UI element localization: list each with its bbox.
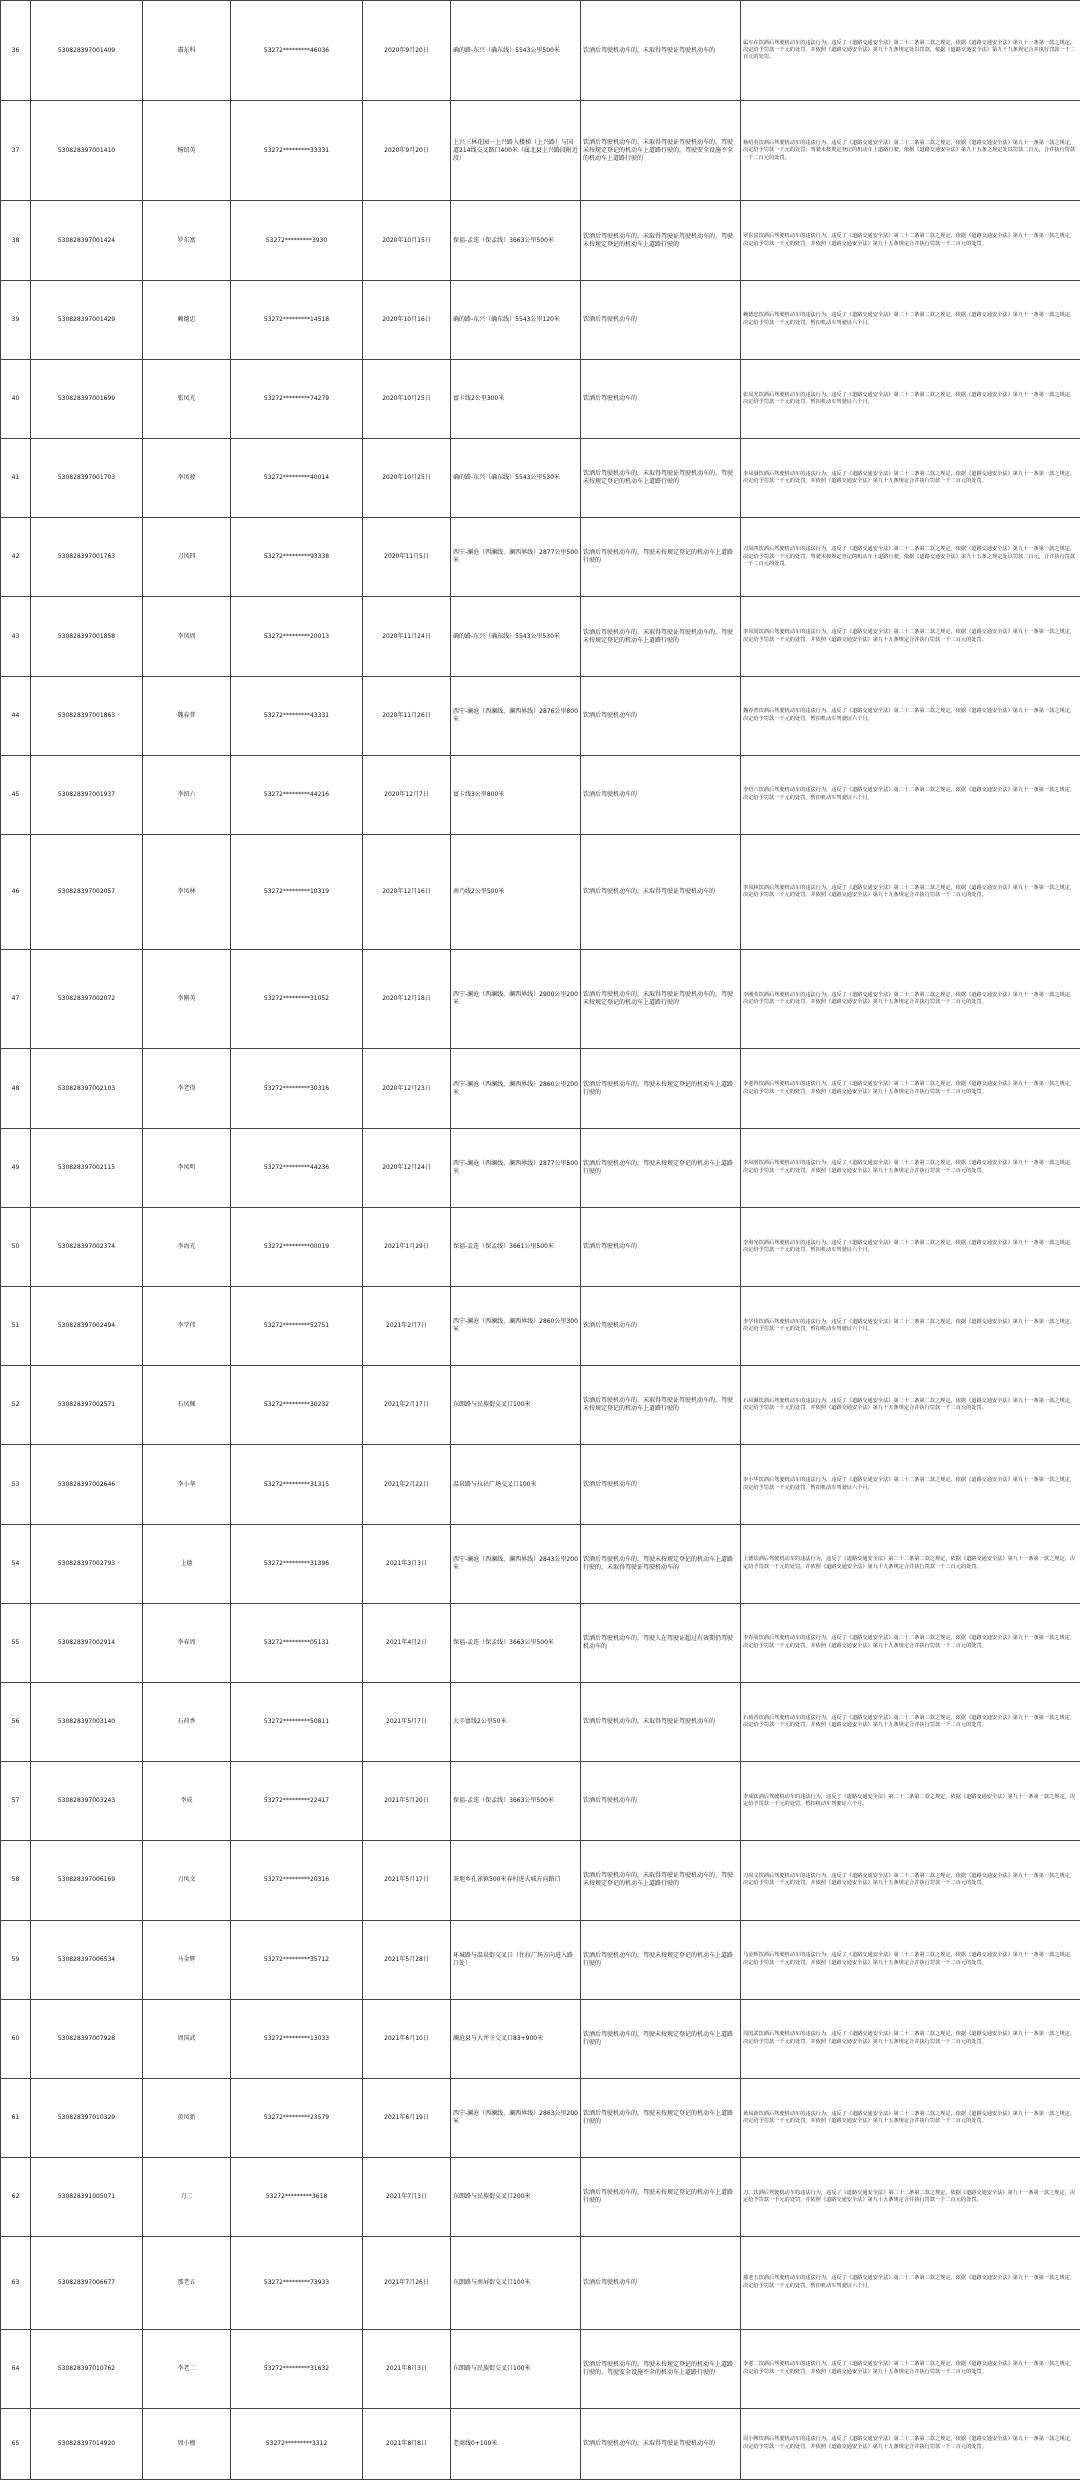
table-row xyxy=(1,1128,1080,1207)
party-name: 刀凤四 xyxy=(143,518,231,597)
penalty-decision: 属车在饮酒后驾驶机动车的违法行为，违反了《道路交通安全法》第二十二条第二款之规定，依据《道路交通安全法》第九十一条第一款之规定，决定给予罚款一千元的处罚，并依照《道路交通安全法》第九十九条规定处以罚款，依据《道路交通安全法》第九十九条规定合并执行罚款一千二百元的处罚。 xyxy=(741,1,1080,101)
party-name: 李凤發 xyxy=(143,439,231,518)
case-number: 530828397014920 xyxy=(31,2408,143,2479)
penalty-decision: 黄凤新饮酒后驾驶机动车的违法行为，违反了《道路交通安全法》第二十二条第二款之规定，依据《道路交通安全法》第九十一条第一款之规定，决定给予罚款一千元的处罚，并依照《道路交通安全法》第九十五条规定合并执行罚款一千二百元的处罚。 xyxy=(741,2078,1080,2157)
row-number: 44 xyxy=(1,676,31,755)
case-number: 530828397002115 xyxy=(31,1128,143,1207)
case-number: 530828397010762 xyxy=(31,2329,143,2408)
case-number: 530828397002571 xyxy=(31,1366,143,1445)
case-number: 530828397001699 xyxy=(31,359,143,438)
offense-date: 2021年8月8日 xyxy=(363,2408,451,2479)
offense-location: 西宁-澜沧（西澜线，澜西界线）2860公里300米 xyxy=(451,1287,581,1366)
party-name: 李凤林 xyxy=(143,834,231,949)
offense-date: 2021年1月29日 xyxy=(363,1207,451,1286)
row-number: 59 xyxy=(1,1920,31,1999)
offense-location: 保福-孟连（保孟线）3661公里500米 xyxy=(451,1207,581,1286)
id-number: 53272*********31396 xyxy=(231,1524,363,1603)
case-number: 530828397002103 xyxy=(31,1049,143,1128)
party-name: 李海光 xyxy=(143,1207,231,1286)
table-row xyxy=(1,1999,1080,2078)
id-number: 53272*********10319 xyxy=(231,834,363,949)
offense-date: 2021年4月2日 xyxy=(363,1603,451,1682)
offense-date: 2021年5月20日 xyxy=(363,1762,451,1841)
offense-date: 2021年3月3日 xyxy=(363,1524,451,1603)
violation-description: 饮酒后驾驶机动车的，未取得驾驶证驾驶机动车的，驾驶未按规定登记的机动车上道路行驶的 xyxy=(581,1366,741,1445)
id-number: 53272*********30232 xyxy=(231,1366,363,1445)
offense-date: 2021年6月10日 xyxy=(363,1999,451,2078)
offense-date: 2020年9月20日 xyxy=(363,101,451,201)
penalty-decision: 李凤明饮酒后驾驶机动车的违法行为，违反了《道路交通安全法》第二十二条第二款之规定，依据《道路交通安全法》第九十一条第一款之规定，决定给予罚款一千元的处罚，并依照《道路交通安全法》第九十五条规定合并执行罚款一千二百元的处罚。 xyxy=(741,1128,1080,1207)
id-number: 53272*********3930 xyxy=(231,201,363,280)
case-number: 530828397001424 xyxy=(31,201,143,280)
offense-date: 2020年12月24日 xyxy=(363,1128,451,1207)
table-row xyxy=(1,2329,1080,2408)
party-name: 马金辉 xyxy=(143,1920,231,1999)
table-row xyxy=(1,201,1080,280)
id-number: 53272*********33331 xyxy=(231,101,363,201)
row-number: 57 xyxy=(1,1762,31,1841)
offense-location: 富卡线3公里800米 xyxy=(451,755,581,834)
case-number: 530828397001703 xyxy=(31,439,143,518)
violation-description: 饮酒后驾驶机动车的，未取得驾驶证驾驶机动车的，驾驶未按规定登记的机动车上道路行驶的 xyxy=(581,201,741,280)
violation-description: 饮酒后驾驶机动车的，驾驶未按规定登记的机动车上道路行驶的，驾驶安全设施不全的机动车上道路行驶的 xyxy=(581,2329,741,2408)
id-number: 53272*********52751 xyxy=(231,1287,363,1366)
offense-location: 东朗路与民族街交叉口200米 xyxy=(451,2158,581,2237)
row-number: 65 xyxy=(1,2408,31,2479)
offense-date: 2021年8月3日 xyxy=(363,2329,451,2408)
offense-date: 2020年11月24日 xyxy=(363,597,451,676)
row-number: 42 xyxy=(1,518,31,597)
violation-description: 饮酒后驾驶机动车的，驾驶未按规定登记的机动车上道路行驶的 xyxy=(581,2078,741,2157)
offense-date: 2021年5月7日 xyxy=(363,1682,451,1761)
party-name: 刀二 xyxy=(143,2158,231,2237)
offense-location: 确的路-东兴（确东线）5543公里530米 xyxy=(451,597,581,676)
party-name: 上德 xyxy=(143,1524,231,1603)
offense-date: 2021年2月22日 xyxy=(363,1445,451,1524)
id-number: 53272*********43331 xyxy=(231,676,363,755)
table-row xyxy=(1,1762,1080,1841)
table-row xyxy=(1,2078,1080,2157)
offense-location: 东朗路与民族街交叉口100米 xyxy=(451,1366,581,1445)
offense-location: 茶地乡孔雀镇500米春村进大城方向路口 xyxy=(451,1841,581,1920)
id-number: 53272*********44216 xyxy=(231,755,363,834)
row-number: 51 xyxy=(1,1287,31,1366)
row-number: 56 xyxy=(1,1682,31,1761)
offense-date: 2021年7月3日 xyxy=(363,2158,451,2237)
id-number: 53272*********05131 xyxy=(231,1603,363,1682)
party-name: 周小穆 xyxy=(143,2408,231,2479)
violation-description: 饮酒后驾驶机动车的，未取得驾驶证驾驶机动车的，驾驶未按规定登记的机动车上道路行驶的 xyxy=(581,597,741,676)
offense-date: 2020年12月18日 xyxy=(363,950,451,1049)
offense-date: 2020年9月20日 xyxy=(363,1,451,101)
case-number: 530828397003243 xyxy=(31,1762,143,1841)
penalty-decision: 刀二饮酒后驾驶机动车的违法行为，违反了《道路交通安全法》第二十二条第二款之规定，依据《道路交通安全法》第九十一条第一款之规定，决定给予罚款一千元的处罚，并依照《道路交通安全法》第九十五条规定合并执行罚款一千二百元的处罚。 xyxy=(741,2158,1080,2237)
table-row xyxy=(1,950,1080,1049)
row-number: 43 xyxy=(1,597,31,676)
penalty-decision: 李凤發饮酒后驾驶机动车的违法行为，违反了《道路交通安全法》第二十二条第二款之规定，依据《道路交通安全法》第九十一条第一款之规定，决定给予罚款一千元的处罚，并依照《道路交通安全法》第九十九条规定合并执行罚款一千二百元的处罚。 xyxy=(741,439,1080,518)
id-number: 53272*********23579 xyxy=(231,2078,363,2157)
offense-date: 2021年2月17日 xyxy=(363,1366,451,1445)
penalty-decision: 那老五饮酒后驾驶机动车的违法行为，违反了《道路交通安全法》第二十二条第二款之规定，依据《道路交通安全法》第九十一条第一款之规定，决定给予罚款一千元的处罚，暂扣机动车驾驶证六个月。 xyxy=(741,2237,1080,2329)
violation-description: 饮酒后驾驶机动车的 xyxy=(581,1762,741,1841)
id-number: 53272*********35712 xyxy=(231,1920,363,1999)
table-row xyxy=(1,2408,1080,2479)
party-name: 魏春普 xyxy=(143,676,231,755)
offense-location: 南乃线2公里500米 xyxy=(451,834,581,949)
row-number: 55 xyxy=(1,1603,31,1682)
case-number: 530828397001937 xyxy=(31,755,143,834)
case-number: 530828397002374 xyxy=(31,1207,143,1286)
violation-description: 饮酒后驾驶机动车的，未取得驾驶证驾驶机动车的，驾驶未按规定登记的机动车上道路行驶的 xyxy=(581,950,741,1049)
table-row xyxy=(1,1445,1080,1524)
id-number: 53272*********14518 xyxy=(231,280,363,359)
penalty-decision: 杨绍英饮酒后驾驶机动车的违法行为，违反了《道路交通安全法》第二十二条第二款之规定，依据《道路交通安全法》第九十一条第一款之规定，决定给予罚款一千元的处罚；驾驶未按规定登记的机动车上道路行驶，依据《道路交通安全法》第九十五条之规定处以罚款二百元，合并执行罚款一千二百元的处罚。 xyxy=(741,101,1080,201)
penalty-decision: 李学伟饮酒后驾驶机动车的违法行为，违反了《道路交通安全法》第二十二条第二款之规定，依据《道路交通安全法》第九十一条第一款之规定，决定给予罚款一千元的处罚，暂扣机动车驾驶证六个月。 xyxy=(741,1287,1080,1366)
offense-location: 保福-孟连（保孟线）3663公里500米 xyxy=(451,1603,581,1682)
row-number: 41 xyxy=(1,439,31,518)
table-row xyxy=(1,834,1080,949)
id-number: 53272*********46036 xyxy=(231,1,363,101)
row-number: 53 xyxy=(1,1445,31,1524)
offense-location: 西宁-澜沧（西澜线，澜西界线）2877公里500米 xyxy=(451,1128,581,1207)
penalty-decision: 李老二饮酒后驾驶机动车的违法行为，违反了《道路交通安全法》第二十二条第二款之规定，依据《道路交通安全法》第九十一条第一款之规定，决定给予罚款一千元的处罚，并依照《道路交通安全法》第九十五条规定合并执行罚款一千二百元的处罚。 xyxy=(741,2329,1080,2408)
violation-description: 饮酒后驾驶机动车的 xyxy=(581,1207,741,1286)
table-row xyxy=(1,1366,1080,1445)
offense-location: 保福-孟连（保孟线）3663公里500米 xyxy=(451,201,581,280)
party-name: 那老五 xyxy=(143,2237,231,2329)
table-row xyxy=(1,1,1080,101)
offense-date: 2020年11月5日 xyxy=(363,518,451,597)
table-row xyxy=(1,1603,1080,1682)
id-number: 53272*********93338 xyxy=(231,518,363,597)
case-number: 530828397001763 xyxy=(31,518,143,597)
id-number: 53272*********73933 xyxy=(231,2237,363,2329)
penalty-decision: 赖德忠饮酒后驾驶机动车的违法行为，违反了《道路交通安全法》第二十二条第二款之规定，依据《道路交通安全法》第九十一条第一款之规定，决定给予罚款一千元的处罚，暂扣机动车驾驶证六个月。 xyxy=(741,280,1080,359)
row-number: 58 xyxy=(1,1841,31,1920)
row-number: 48 xyxy=(1,1049,31,1128)
row-number: 54 xyxy=(1,1524,31,1603)
case-number: 530828397010329 xyxy=(31,2078,143,2157)
offense-location: 温泉路与拉祜广场交叉口100米 xyxy=(451,1445,581,1524)
case-number: 530828397002057 xyxy=(31,834,143,949)
offense-location: 东朗路与南屏街交叉口100米 xyxy=(451,2237,581,2329)
penalty-decision: 刀凤四饮酒后驾驶机动车的违法行为，违反了《道路交通安全法》第二十二条第二款之规定，依据《道路交通安全法》第九十一条第一款之规定，决定给予罚款一千元的处罚，驾驶未按规定登记的机动车上道路行驶，依据《道路交通安全法》第九十五条之规定处以罚款二百元，合并执行罚款一千二百元的处罚。 xyxy=(741,518,1080,597)
case-number: 530828397001409 xyxy=(31,1,143,101)
offense-date: 2020年10月25日 xyxy=(363,439,451,518)
row-number: 47 xyxy=(1,950,31,1049)
party-name: 李凤明 xyxy=(143,1128,231,1207)
case-number: 530828397006534 xyxy=(31,1920,143,1999)
violation-description: 饮酒后驾驶机动车的 xyxy=(581,676,741,755)
table-row xyxy=(1,1287,1080,1366)
penalty-decision: 李小华饮酒后驾驶机动车的违法行为，违反了《道路交通安全法》第二十二条第二款之规定，依据《道路交通安全法》第九十一条第一款之规定，决定给予罚款一千元的处罚，暂扣机动车驾驶证六个月。 xyxy=(741,1445,1080,1524)
row-number: 64 xyxy=(1,2329,31,2408)
penalty-decision: 李成饮酒后驾驶机动车的违法行为，违反了《道路交通安全法》第二十二条第二款之规定，依据《道路交通安全法》第九十一条第一款之规定，决定给予罚款一千元的处罚，暂扣机动车驾驶证六个月。 xyxy=(741,1762,1080,1841)
row-number: 46 xyxy=(1,834,31,949)
party-name: 李成 xyxy=(143,1762,231,1841)
offense-location: 大辛富线2公里50米 xyxy=(451,1682,581,1761)
table-row xyxy=(1,1524,1080,1603)
id-number: 53272*********50811 xyxy=(231,1682,363,1761)
row-number: 39 xyxy=(1,280,31,359)
penalty-decision: 李海光饮酒后驾驶机动车的违法行为，违反了《道路交通安全法》第二十二条第二款之规定，依据《道路交通安全法》第九十一条第一款之规定，决定给予罚款一千元的处罚，暂扣机动车驾驶证六个月。 xyxy=(741,1207,1080,1286)
case-number: 530828397001863 xyxy=(31,676,143,755)
row-number: 36 xyxy=(1,1,31,101)
id-number: 53272*********31052 xyxy=(231,950,363,1049)
offense-location: 上兴三林花园一上兴路入楼梯（上兴路）与国道214线交叉路口400米（属北县上兴路段附近段） xyxy=(451,101,581,201)
violation-description: 饮酒后驾驶机动车的，驾驶未按规定登记的机动车上道路行驶的 xyxy=(581,1920,741,1999)
id-number: 53272*********31315 xyxy=(231,1445,363,1524)
offense-location: 西宁-澜沧（西澜线，澜西界线）2863公里200米 xyxy=(451,2078,581,2157)
offense-date: 2020年10月15日 xyxy=(363,201,451,280)
case-number: 530828397006169 xyxy=(31,1841,143,1920)
table-row xyxy=(1,1682,1080,1761)
case-number: 530828397002072 xyxy=(31,950,143,1049)
row-number: 45 xyxy=(1,755,31,834)
party-name: 张凤光 xyxy=(143,359,231,438)
id-number: 53272*********3312 xyxy=(231,2408,363,2479)
table-row xyxy=(1,439,1080,518)
offense-date: 2021年2月7日 xyxy=(363,1287,451,1366)
row-number: 50 xyxy=(1,1207,31,1286)
penalty-decision: 李凤林饮酒后驾驶机动车的违法行为，违反了《道路交通安全法》第二十二条第二款之规定，依据《道路交通安全法》第九十一条第一款之规定，决定给予罚款一千元的处罚，并依照《道路交通安全法》第九十九条规定合并执行罚款一千二百元的处罚。 xyxy=(741,834,1080,949)
violation-description: 饮酒后驾驶机动车的，驾驶未按规定登记的机动车上道路行驶的，未取得驾驶证驾驶机动车的 xyxy=(581,1524,741,1603)
offense-date: 2021年5月28日 xyxy=(363,1920,451,1999)
offense-location: 富卡线2公里300米 xyxy=(451,359,581,438)
party-name: 杨绍英 xyxy=(143,101,231,201)
id-number: 53272*********20316 xyxy=(231,1841,363,1920)
table-row xyxy=(1,1920,1080,1999)
offense-date: 2020年12月7日 xyxy=(363,755,451,834)
violation-description: 饮酒后驾驶机动车的，驾驶未按规定登记的机动车上道路行驶的 xyxy=(581,1049,741,1128)
id-number: 53272*********3618 xyxy=(231,2158,363,2237)
row-number: 49 xyxy=(1,1128,31,1207)
penalty-decision: 马金辉饮酒后驾驶机动车的违法行为，违反了《道路交通安全法》第二十二条第二款之规定，依据《道路交通安全法》第九十一条第一款之规定，决定给予罚款一千元的处罚，并依照《道路交通安全法》第九十五条规定合并执行罚款一千二百元的处罚。 xyxy=(741,1920,1080,1999)
id-number: 53272*********44236 xyxy=(231,1128,363,1207)
violation-description: 饮酒后驾驶机动车的 xyxy=(581,359,741,438)
offense-location: 环城路与温泉街交叉口（往拉广场方向进入路口处） xyxy=(451,1920,581,1999)
penalty-decision: 李老得饮酒后驾驶机动车的违法行为，违反了《道路交通安全法》第二十二条第二款之规定，依据《道路交通安全法》第九十一条第一款之规定，决定给予罚款一千元的处罚，并依照《道路交通安全法》第九十五条规定合并执行罚款一千二百元的处罚。 xyxy=(741,1049,1080,1128)
table-row xyxy=(1,755,1080,834)
offense-date: 2020年10月25日 xyxy=(363,359,451,438)
offense-date: 2021年6月19日 xyxy=(363,2078,451,2157)
violation-description: 饮酒后驾驶机动车的 xyxy=(581,1445,741,1524)
penalty-decision: 周小穆饮酒后驾驶机动车的违法行为，违反了《道路交通安全法》第二十二条第二款之规定，依据《道路交通安全法》第九十一条第一款之规定，决定给予罚款一千元的处罚，并依照《道路交通安全法》第九十九条规定合并执行罚款一千二百元的处罚。 xyxy=(741,2408,1080,2479)
case-number: 530828397002793 xyxy=(31,1524,143,1603)
violation-description: 饮酒后驾驶机动车的 xyxy=(581,2237,741,2329)
party-name: 李小华 xyxy=(143,1445,231,1524)
offense-location: 西宁-澜沧（西澜线，澜西界线）2843公里200米 xyxy=(451,1524,581,1603)
penalty-decision: 张凤光饮酒后驾驶机动车的违法行为，违反了《道路交通安全法》第二十二条第二款之规定，依据《道路交通安全法》第九十一条第一款之规定，决定给予罚款一千元的处罚，暂扣机动车驾驶证六个月。 xyxy=(741,359,1080,438)
offense-location: 确的路-东兴（确东线）5543公里530米 xyxy=(451,439,581,518)
party-name: 黄凤新 xyxy=(143,2078,231,2157)
table-row xyxy=(1,1049,1080,1128)
table-row xyxy=(1,101,1080,201)
violation-description: 饮酒后驾驶机动车的，未取得驾驶证驾驶机动车的 xyxy=(581,1,741,101)
case-number: 530828397001429 xyxy=(31,280,143,359)
violation-description: 饮酒后驾驶机动车的 xyxy=(581,755,741,834)
row-number: 37 xyxy=(1,101,31,201)
violation-description: 饮酒后驾驶机动车的，驾驶未按规定登记的机动车上道路行驶的 xyxy=(581,1999,741,2078)
id-number: 53272*********74279 xyxy=(231,359,363,438)
row-number: 40 xyxy=(1,359,31,438)
table-row xyxy=(1,597,1080,676)
party-name: 李学伟 xyxy=(143,1287,231,1366)
case-number: 530828397006677 xyxy=(31,2237,143,2329)
table-row xyxy=(1,1841,1080,1920)
case-number: 530828397001858 xyxy=(31,597,143,676)
penalty-decision: 石凤佩饮酒后驾驶机动车的违法行为，违反了《道路交通安全法》第二十二条第二款之规定，依据《道路交通安全法》第九十一条第一款之规定，决定给予罚款一千元的处罚，并依照《道路交通安全法》第九十五条规定合并执行罚款一千二百元的处罚。 xyxy=(741,1366,1080,1445)
case-number: 530828397002494 xyxy=(31,1287,143,1366)
party-name: 刀凤文 xyxy=(143,1841,231,1920)
party-name: 李老二 xyxy=(143,2329,231,2408)
violation-description: 饮酒后驾驶机动车的，未取得驾驶证驾驶机动车的，驾驶未按规定登记的机动车上道路行驶的 xyxy=(581,1841,741,1920)
offense-location: 西宁-澜沧（西澜线，澜西界线）2900公里200米 xyxy=(451,950,581,1049)
offense-location: 西宁-澜沧（西澜线，澜西界线）2877公里500米 xyxy=(451,518,581,597)
offense-date: 2020年10月16日 xyxy=(363,280,451,359)
table-row xyxy=(1,280,1080,359)
id-number: 53272*********22417 xyxy=(231,1762,363,1841)
row-number: 38 xyxy=(1,201,31,280)
offense-date: 2021年7月26日 xyxy=(363,2237,451,2329)
violation-description: 饮酒后驾驶机动车的，驾驶人在驾驶证超过有效期仍驾驶机动车的 xyxy=(581,1603,741,1682)
penalty-decision: 李凤周饮酒后驾驶机动车的违法行为，违反了《道路交通安全法》第二十二条第二款之规定，依据《道路交通安全法》第九十一条第一款之规定，决定给予罚款一千元的处罚，并依照《道路交通安全法》第九十九条规定合并执行罚款一千二百元的处罚。 xyxy=(741,597,1080,676)
table-row xyxy=(1,2237,1080,2329)
party-name: 李绍六 xyxy=(143,755,231,834)
penalty-decision: 李春周饮酒后驾驶机动车的违法行为，违反了《道路交通安全法》第二十二条第二款之规定，依据《道路交通安全法》第九十一条第一款之规定，决定给予罚款一千元的处罚，并依照《道路交通安全法》第九十九条规定合并执行罚款一千二百元的处罚。 xyxy=(741,1603,1080,1682)
violation-description: 饮酒后驾驶机动车的，未取得驾驶证驾驶机动车的，驾驶未按规定登记的机动车上道路行驶的，驾驶安全设施不全的机动车上道路行驶的 xyxy=(581,101,741,201)
party-name: 李老得 xyxy=(143,1049,231,1128)
offense-date: 2020年12月16日 xyxy=(363,834,451,949)
party-name: 石荷香 xyxy=(143,1682,231,1761)
offense-location: 确的路-东兴（确东线）5543公里120米 xyxy=(451,280,581,359)
violation-description: 饮酒后驾驶机动车的，未取得驾驶证驾驶机动车的 xyxy=(581,834,741,949)
penalty-decision: 魏春普饮酒后驾驶机动车的违法行为，违反了《道路交通安全法》第二十二条第二款之规定，依据《道路交通安全法》第九十一条第一款之规定，决定给予罚款一千元的处罚，暂扣机动车驾驶证六个月。 xyxy=(741,676,1080,755)
violation-description: 饮酒后驾驶机动车的 xyxy=(581,280,741,359)
id-number: 53272*********13033 xyxy=(231,1999,363,2078)
party-name: 石凤佩 xyxy=(143,1366,231,1445)
row-number: 60 xyxy=(1,1999,31,2078)
case-number: 530828397002646 xyxy=(31,1445,143,1524)
case-number: 530828397002914 xyxy=(31,1603,143,1682)
violation-description: 饮酒后驾驶机动车的，驾驶未按规定登记的机动车上道路行驶的 xyxy=(581,1128,741,1207)
row-number: 62 xyxy=(1,2158,31,2237)
penalty-decision: 李绍六饮酒后驾驶机动车的违法行为，违反了《道路交通安全法》第二十二条第二款之规定，依据《道路交通安全法》第九十一条第一款之规定，决定给予罚款一千元的处罚，暂扣机动车驾驶证六个月。 xyxy=(741,755,1080,834)
id-number: 53272*********31632 xyxy=(231,2329,363,2408)
penalty-decision: 上德饮酒后驾驶机动车的违法行为，违反了《道路交通安全法》第二十二条第二款之规定，依据《道路交通安全法》第九十一条第一款之规定，决定给予罚款一千元的处罚，并依照《道路交通安全法》第九十九条规定合并执行罚款一千二百元的处罚。 xyxy=(741,1524,1080,1603)
row-number: 63 xyxy=(1,2237,31,2329)
party-name: 罗东富 xyxy=(143,201,231,280)
case-number: 530828397003140 xyxy=(31,1682,143,1761)
table-row xyxy=(1,1207,1080,1286)
id-number: 53272*********30316 xyxy=(231,1049,363,1128)
table-row xyxy=(1,518,1080,597)
id-number: 53272*********40014 xyxy=(231,439,363,518)
penalty-decision: 李刚英饮酒后驾驶机动车的违法行为，违反了《道路交通安全法》第二十二条第二款之规定，依据《道路交通安全法》第九十一条第一款之规定，决定给予罚款一千元的处罚，并依照《道路交通安全法》第九十五条规定合并执行罚款一千二百元的处罚。 xyxy=(741,950,1080,1049)
violation-description: 饮酒后驾驶机动车的，驾驶未按规定登记的机动车上道路行驶的 xyxy=(581,2158,741,2237)
offense-location: 西宁-澜沧（西澜线，澜西界线）2876公里800米 xyxy=(451,676,581,755)
offense-location: 保福-孟连（保孟线）3663公里500米 xyxy=(451,1762,581,1841)
case-number: 530828397007928 xyxy=(31,1999,143,2078)
violation-description: 饮酒后驾驶机动车的，未取得驾驶证驾驶机动车的 xyxy=(581,2408,741,2479)
offense-location: 东朗路与民族街交叉口100米 xyxy=(451,2329,581,2408)
case-number: 530828391005071 xyxy=(31,2158,143,2237)
row-number: 52 xyxy=(1,1366,31,1445)
party-name: 肅东科 xyxy=(143,1,231,101)
offense-location: 确的路-东兴（确东线）5543公里500米 xyxy=(451,1,581,101)
penalty-decision: 刀凤文饮酒后驾驶机动车的违法行为，违反了《道路交通安全法》第二十二条第二款之规定，依据《道路交通安全法》第九十一条第一款之规定，决定给予罚款一千元的处罚，并依照《道路交通安全法》第九十五条规定合并执行罚款一千二百元的处罚。 xyxy=(741,1841,1080,1920)
violation-description: 饮酒后驾驶机动车的 xyxy=(581,1287,741,1366)
offense-location: 澜沧县与大井寺交叉口83+900米 xyxy=(451,1999,581,2078)
party-name: 赖德忠 xyxy=(143,280,231,359)
violation-description: 饮酒后驾驶机动车的，未取得驾驶证驾驶机动车的 xyxy=(581,1682,741,1761)
penalty-decision: 罗东富饮酒后驾驶机动车的违法行为，违反了《道路交通安全法》第二十二条第二款之规定，依据《道路交通安全法》第九十一条第一款之规定，决定给予罚款一千元的处罚，并依照《道路交通安全法》第九十五条规定合并执行罚款一千二百元的处罚。 xyxy=(741,201,1080,280)
row-number: 61 xyxy=(1,2078,31,2157)
id-number: 53272*********00019 xyxy=(231,1207,363,1286)
penalty-decision: 周国武饮酒后驾驶机动车的违法行为，违反了《道路交通安全法》第二十二条第二款之规定，依据《道路交通安全法》第九十一条第一款之规定，决定给予罚款一千元的处罚，并依照《道路交通安全法》第九十五条规定合并执行罚款一千二百元的处罚。 xyxy=(741,1999,1080,2078)
id-number: 53272*********20013 xyxy=(231,597,363,676)
violation-description: 饮酒后驾驶机动车的，驾驶未按规定登记的机动车上道路行驶的 xyxy=(581,518,741,597)
offense-location: 西宁-澜沧（西澜线，澜西界线）2860公里200米 xyxy=(451,1049,581,1128)
table-row xyxy=(1,2158,1080,2237)
table-row xyxy=(1,676,1080,755)
offense-date: 2021年5月17日 xyxy=(363,1841,451,1920)
offense-location: 老商线0+100米 xyxy=(451,2408,581,2479)
case-number: 530828397001410 xyxy=(31,101,143,201)
offense-date: 2020年12月23日 xyxy=(363,1049,451,1128)
party-name: 周国武 xyxy=(143,1999,231,2078)
offense-date: 2020年11月26日 xyxy=(363,676,451,755)
table-row xyxy=(1,359,1080,438)
party-name: 李凤周 xyxy=(143,597,231,676)
penalty-decision: 石荷香饮酒后驾驶机动车的违法行为，违反了《道路交通安全法》第二十二条第二款之规定，依据《道路交通安全法》第九十一条第一款之规定，决定给予罚款一千元的处罚，并依照《道路交通安全法》第九十九条规定合并执行罚款一千二百元的处罚。 xyxy=(741,1682,1080,1761)
party-name: 李刚英 xyxy=(143,950,231,1049)
violation-description: 饮酒后驾驶机动车的，未取得驾驶证驾驶机动车的，驾驶未按规定登记的机动车上道路行驶的 xyxy=(581,439,741,518)
party-name: 李春周 xyxy=(143,1603,231,1682)
